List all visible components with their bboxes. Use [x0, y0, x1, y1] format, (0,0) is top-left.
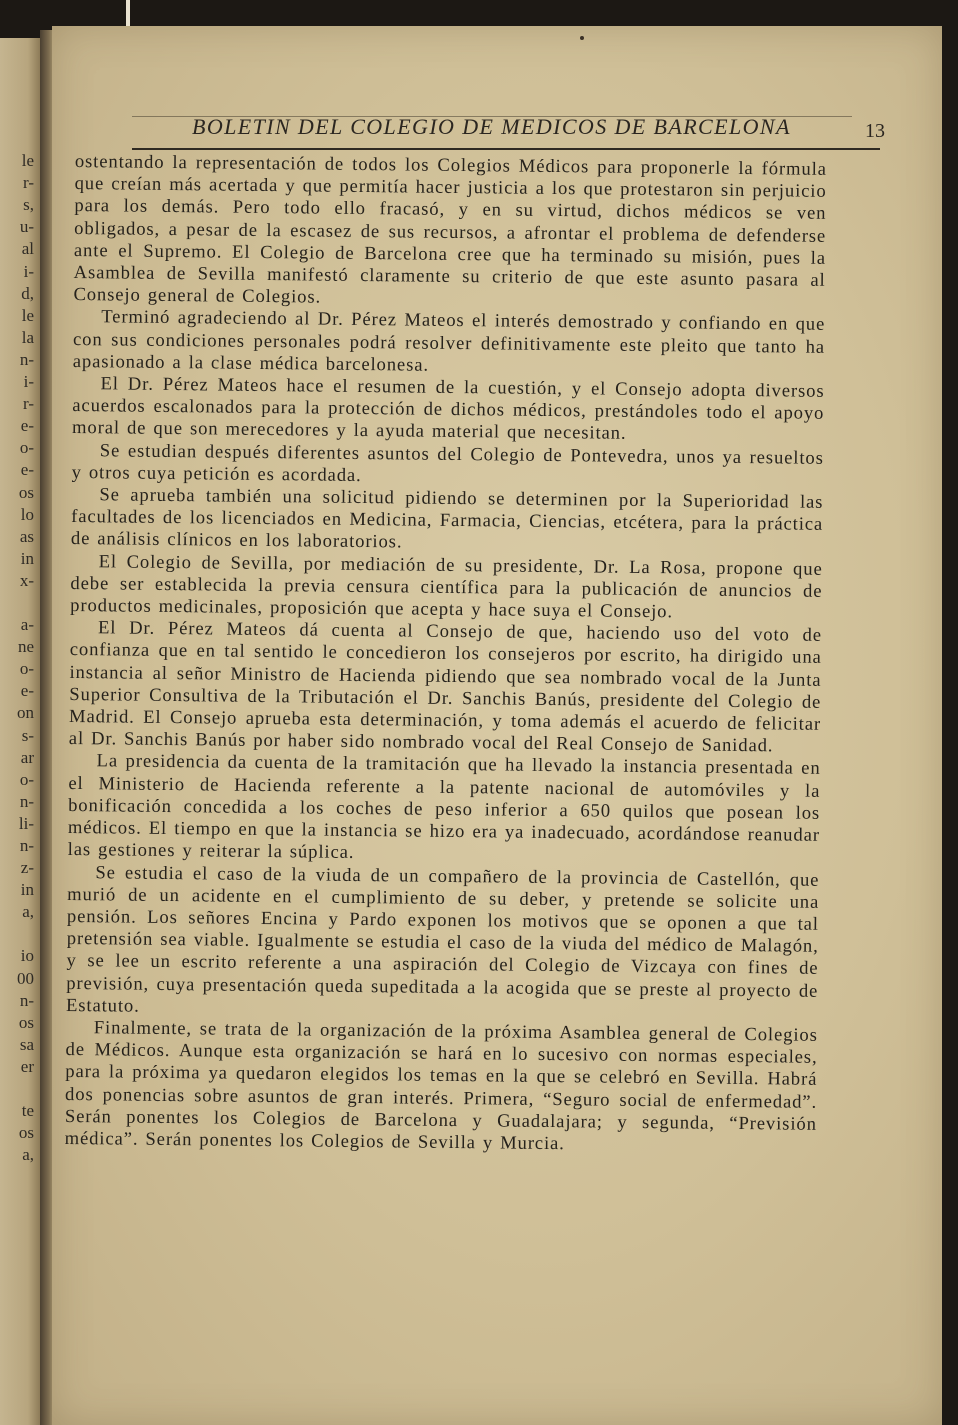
prev-page-fragment: os: [18, 1012, 34, 1032]
paragraph: Terminó agradeciendo al Dr. Pérez Mateos el interés demostrado y confiando en que con sus condiciones personales podrá resolver definitivamente este pleito que tanto ha apasionado a la clase médica barcelonesa.: [72, 306, 826, 376]
prev-page-fragment: os: [18, 1123, 34, 1143]
prev-page-fragment: os: [18, 482, 34, 502]
prev-page-fragment: in: [20, 880, 34, 900]
prev-page-fragment: te: [21, 1101, 34, 1120]
prev-page-fragment: as: [19, 526, 34, 546]
prev-page-fragment: la: [21, 327, 34, 347]
prev-page-fragment: sa: [19, 1034, 34, 1054]
prev-page-fragment: le: [21, 151, 34, 170]
previous-page-edge: [0, 38, 40, 1425]
prev-page-fragment: o-: [19, 438, 34, 458]
prev-page-fragment: r-: [23, 173, 34, 193]
paragraph: Se estudia el caso de la viuda de un compañero de la provincia de Castellón, que murió de un acidente en el cumplimiento de su deber, y pretende se solicite una pensión. Los señores Encina y Pardo exponen los motivos que se oponen a que tal pretensión sea viable. Igualmente se estudia el caso de la viuda del médico de Malagón, y se lee un escrito referente a una aspiración del Colegio de Vizcaya con fines de previsión, cuya presentación queda supeditada a la acogida que se preste al proyecto de Estatuto.: [65, 861, 820, 1017]
prev-page-fragment: ne: [17, 637, 34, 657]
prev-page-fragment: u-: [19, 217, 34, 237]
prev-page-fragment: x-: [19, 570, 34, 590]
prev-page-fragment: e-: [20, 416, 34, 436]
prev-page-fragment: i-: [23, 261, 34, 281]
paragraph: El Dr. Pérez Mateos hace el resumen de la cuestión, y el Consejo adopta diversos acuerdos escalonados para la protección de dichos médicos, prestándoles todo el apoyo moral de que son merecedores y la ayuda material que necesitan.: [71, 373, 825, 445]
paragraph: La presidencia da cuenta de la tramitación que ha llevado la instancia presentada en el Ministerio de Hacienda referente a la patente nacional de automóviles y la bonificación concedida a los coches de peso inferior a 650 quilos que posean los médicos. El tiempo en que la instancia se hizo era ya inadecuado, acordándose reanudar las gestiones y reiterar la súplica.: [67, 750, 821, 864]
prev-page-fragment: li-: [18, 813, 34, 833]
prev-page-fragment: a-: [20, 615, 34, 634]
paragraph: El Colegio de Sevilla, por mediación de su presidente, Dr. La Rosa, propone que debe ser establecida la previa censura científica para la publicación de anuncios de productos medicinales, proposición que acepta y hace suya el Consejo.: [70, 550, 823, 623]
header-rule: [132, 148, 880, 150]
prev-page-fragment: n-: [19, 990, 34, 1010]
prev-page-fragment: i-: [23, 372, 34, 391]
prev-page-fragment: d,: [21, 283, 34, 303]
paragraph: Se estudian después diferentes asuntos del Colegio de Pontevedra, unos ya resueltos y otros cuya petición es acordada.: [71, 439, 824, 486]
running-head: BOLETIN DEL COLEGIO DE MEDICOS DE BARCELONA: [192, 114, 791, 139]
prev-page-fragment: e-: [20, 460, 34, 480]
prev-page-fragment: z-: [20, 858, 34, 878]
document-page: [52, 26, 942, 1425]
prev-page-fragment: n-: [19, 836, 34, 855]
prev-page-fragment: r-: [23, 394, 34, 414]
paragraph: Se aprueba también una solicitud pidiendo se determinen por la Superioridad las facultades de los licenciados en Medicina, Farmacia, Ciencias, etcétera, para la práctica de análisis clínicos en los laboratorios.: [70, 484, 824, 553]
prev-page-fragment: n-: [19, 791, 34, 811]
prev-page-fragment: a,: [22, 1145, 34, 1165]
prev-page-fragment: al: [21, 239, 34, 259]
paragraph: ostentando la representación de todos los Colegios Médicos para proponerle la fórmula que creían más acertada y que permitía hacer justicia a los que protestaron sin perjuicio para los demás. Pero todo ello fracasó, y en su virtud, dichos médicos se ven obligados, a pesar de la escasez de sus recursos, a afrontar el problema de defenderse ante el Supremo. El Colegio de Barcelona cree que ha terminado su misión, pues la Asamblea de Sevilla manifestó claramente su criterio de que este asunto pasara al Consejo general de Colegios.: [73, 151, 827, 308]
page-number: 13: [865, 120, 885, 142]
prev-page-fragment: ar: [20, 747, 34, 767]
prev-page-fragment: er: [20, 1056, 34, 1076]
prev-page-fragment: 00: [17, 968, 34, 988]
prev-page-fragment: a,: [22, 902, 34, 922]
prev-page-fragment: io: [20, 946, 34, 966]
page-header: [132, 86, 892, 142]
prev-page-fragment: s,: [23, 195, 34, 215]
prev-page-fragment: lo: [20, 504, 34, 524]
prev-page-fragment: on: [17, 703, 34, 723]
paragraph: El Dr. Pérez Mateos dá cuenta al Consejo de que, haciendo uso del voto de confianza que en tal sentido le concedieron los consejeros por escrito, ha dirigido una instancia al señor Ministro de Hacienda pidiendo que sea nombrado vocal de la Junta Superior Consultiva de la Tributación el Dr. Sanchis Banús, presidente del Colegio de Madrid. El Consejo aprueba esta determinación, y toma además el acuerdo de felicitar al Dr. Sanchis Banús por haber sido nombrado vocal del Real Consejo de Sanidad.: [68, 617, 823, 757]
prev-page-fragment: s-: [21, 725, 34, 745]
paragraph: Finalmente, se trata de la organización de la próxima Asamblea general de Colegios de Médicos. Aunque esta organización se hará en lo sucesivo con normas especiales, para la próxima ya quedaron elegidos los temas en la que se celebró en Sevilla. Habrá dos ponencias sobre asuntos de gran interés. Primera, “Seguro social de enfermedad”. Serán ponentes los Colegios de Barcelona y Guadalajara; y segunda, “Previsión médica”. Serán ponentes los Colegios de Sevilla y Murcia.: [64, 1017, 818, 1155]
prev-page-fragment: in: [20, 548, 34, 568]
prev-page-fragment: le: [21, 305, 34, 325]
prev-page-fragment: n-: [19, 349, 34, 369]
prev-page-fragment: o-: [19, 769, 34, 789]
article-body: [65, 151, 827, 1158]
prev-page-fragment: o-: [19, 659, 34, 679]
prev-page-fragment: e-: [20, 681, 34, 701]
crop-mark: [126, 0, 130, 26]
ink-speck: [580, 36, 584, 40]
